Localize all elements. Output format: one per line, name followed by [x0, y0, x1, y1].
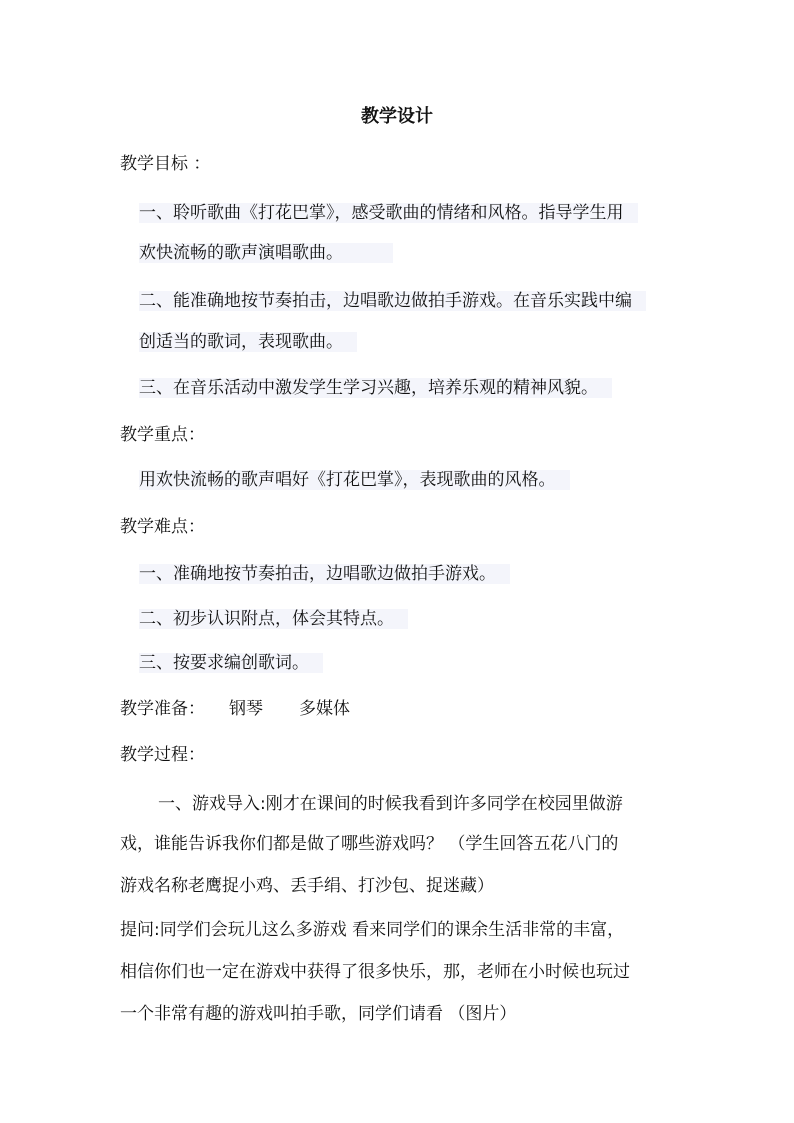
process-line-4: 提问:同学们会玩儿这么多游戏 看来同学们的课余生活非常的丰富，: [120, 920, 625, 940]
key-heading: 教学重点：: [120, 425, 205, 445]
difficulty-heading: 教学难点：: [120, 517, 205, 537]
goal-text: 欢快流畅的歌声演唱歌曲。: [139, 243, 393, 263]
goals-heading: 教学目标 ：: [120, 154, 211, 174]
goal-text: 一、聆听歌曲《打花巴掌》，感受歌曲的情绪和风格。指导学生用: [139, 203, 638, 223]
prep-heading: 教学准备：: [120, 699, 205, 719]
prep-item-multimedia: 多媒体: [299, 699, 350, 719]
process-line-5: 相信你们也一定在游戏中获得了很多快乐，那，老师在小时候也玩过: [120, 962, 630, 982]
process-line-6: 一个非常有趣的游戏叫拍手歌，同学们请看 （图片）: [120, 1004, 517, 1024]
goal-line-5: [139, 375, 612, 401]
goal-line-3: [139, 288, 646, 314]
difficulty-text: 三、按要求编创歌词。: [139, 653, 323, 673]
goal-text: 三、在音乐活动中激发学生学习兴趣，培养乐观的精神风貌。: [139, 378, 612, 398]
document-title: 教学设计: [361, 106, 433, 127]
process-line-3: 游戏名称老鹰捉小鸡、丢手绢、打沙包、捉迷藏）: [120, 876, 494, 896]
goal-text: 创适当的歌词，表现歌曲。: [139, 332, 357, 352]
prep-line: [120, 696, 350, 722]
difficulty-text: 二、初步认识附点，体会其特点。: [139, 609, 408, 629]
difficulty-text: 一、准确地按节奏拍击，边唱歌边做拍手游戏。: [139, 564, 510, 584]
prep-item-piano: 钢琴: [229, 699, 263, 719]
goal-line-2: [139, 240, 393, 266]
goal-text: 二、能准确地按节奏拍击，边唱歌边做拍手游戏。在音乐实践中编: [139, 291, 646, 311]
process-line-2: 戏，谁能告诉我你们都是做了哪些游戏吗？ （学生回答五花八门的: [120, 834, 619, 854]
difficulty-line-2: [139, 606, 408, 632]
difficulty-line-3: [139, 650, 323, 676]
process-heading: 教学过程：: [120, 745, 205, 765]
difficulty-line-1: [139, 561, 510, 587]
goal-line-4: [139, 329, 357, 355]
key-point-text: 用欢快流畅的歌声唱好《打花巴掌》，表现歌曲的风格。: [139, 470, 570, 490]
goal-line-1: [139, 200, 638, 226]
key-point: [139, 467, 570, 493]
process-line-1: 一、游戏导入:刚才在课间的时候我看到许多同学在校园里做游: [158, 794, 623, 814]
